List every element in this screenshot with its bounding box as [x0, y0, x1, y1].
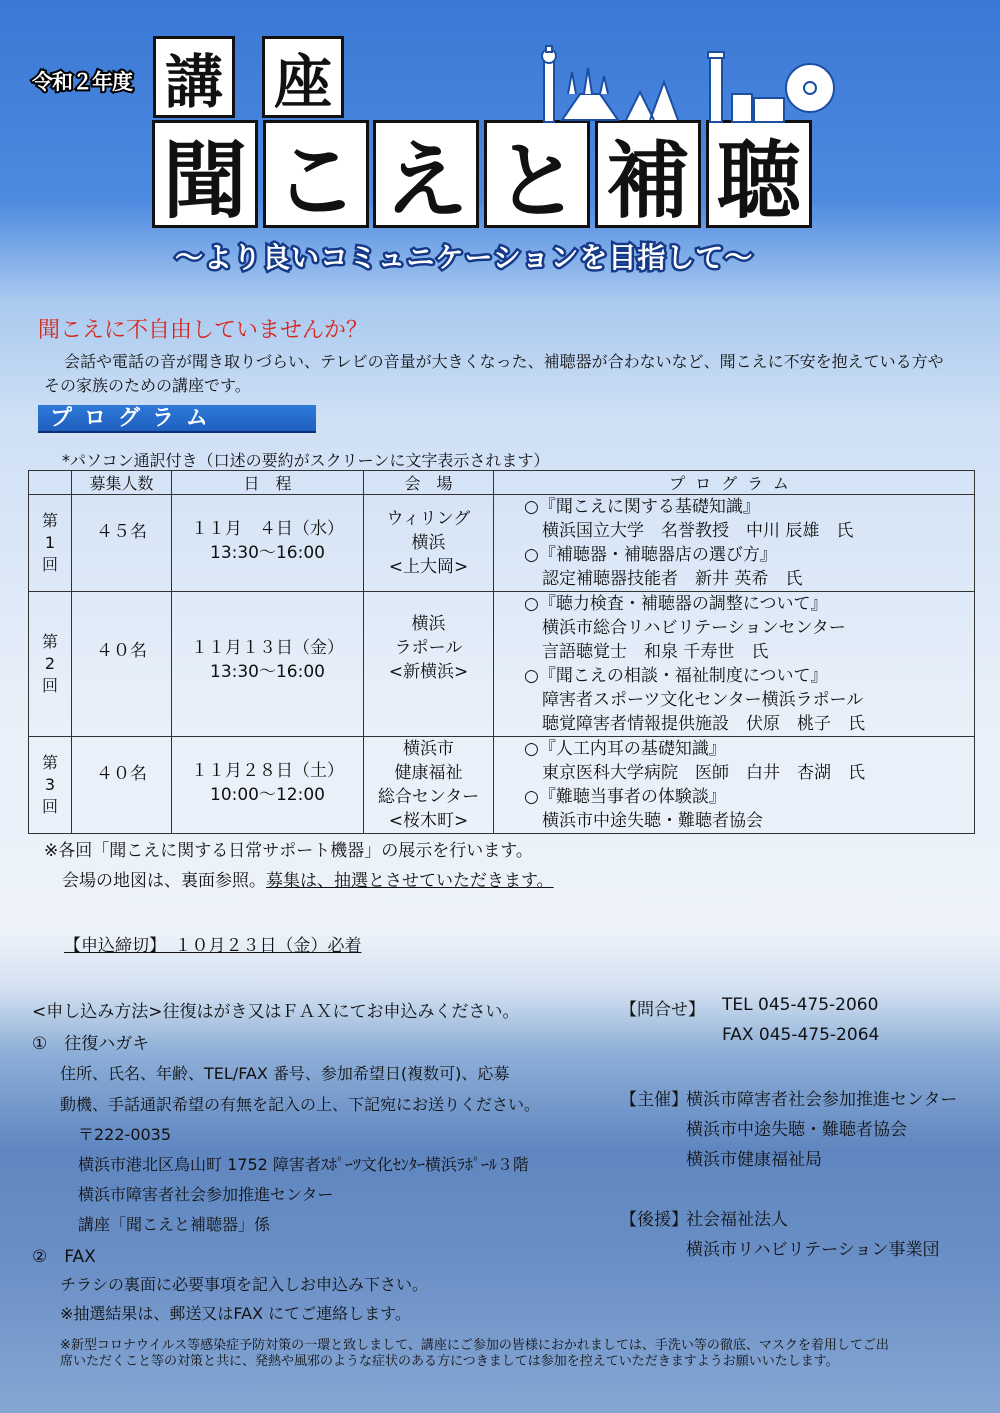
schedule-table: [28, 470, 975, 834]
venue: 横浜市 健康福祉 総合センター <桜木町>: [364, 737, 494, 834]
title-char: 座: [262, 36, 344, 118]
capacity: ４０名: [72, 737, 172, 834]
postcard-line: 住所、氏名、年齢、TEL/FAX 番号、参加希望日(複数可)、応募: [60, 1064, 510, 1083]
fax-line: ※抽選結果は、郵送又はFAX にてご連絡します。: [60, 1304, 411, 1323]
contact-tel: TEL 045-475-2060: [722, 995, 879, 1015]
postcard-line: 動機、手話通訳希望の有無を記入の上、下記宛にお送りください。: [60, 1095, 541, 1114]
title-spacer: [817, 120, 847, 228]
lottery-note: 募集は、抽選とさせていただきます。: [266, 871, 554, 891]
title-char: 補: [595, 120, 701, 228]
title-char: と: [484, 120, 590, 228]
header-no: [29, 471, 72, 495]
header-capacity: 募集人数: [72, 471, 172, 495]
intro-text: 会話や電話の音が聞き取りづらい、テレビの音量が大きくなった、補聴器が合わないなど、聞こえに不安を抱えている方やその家族のための講座です。: [44, 352, 944, 395]
header-venue: 会 場: [364, 471, 494, 495]
intro-heading: 聞こえに不自由していませんか？: [38, 318, 369, 343]
capacity: ４０名: [72, 592, 172, 737]
supporter: 横浜市リハビリテーション事業団: [686, 1240, 940, 1260]
program-list: ○『人工内耳の基礎知識』 東京医科大学病院 医師 白井 杏湖 氏 ○『難聴当事者の体験談』 横浜市中途失聴・難聴者協会: [494, 737, 975, 834]
title-char: こ: [263, 120, 369, 228]
postcard-title: ① 往復ハガキ: [32, 1034, 150, 1054]
venue: 横浜 ラポール <新横浜>: [364, 592, 494, 737]
session-number: 第 2 回: [29, 592, 72, 737]
map-note-text: 会場の地図は、裏面参照。: [62, 871, 266, 891]
table-note: *パソコン通訳付き（口述の要約がスクリーンに文字表示されます）: [62, 451, 550, 470]
exhibit-note: ※各回「聞こえに関する日常サポート機器」の展示を行います。: [44, 841, 533, 861]
header-program: プログラム: [494, 471, 975, 495]
title-char: え: [373, 120, 479, 228]
fax-line: チラシの裏面に必要事項を記入しお申込み下さい。: [60, 1275, 429, 1294]
table-header-row: [29, 471, 975, 495]
apply-method-heading: <申し込み方法>往復はがき又はＦＡＸにてお申込みください。: [32, 1002, 520, 1022]
title-char: 聴: [706, 120, 812, 228]
address-line: 講座「聞こえと補聴器」係: [78, 1215, 271, 1234]
organizer: 横浜市中途失聴・難聴者協会: [686, 1120, 907, 1140]
covid-notice: ※新型コロナウイルス等感染症予防対策の一環と致しまして、講座にご参加の皆様におかれましては、手洗い等の徹底、マスクを着用してご出席いただくこと等の対策と共に、発熱や風邪のような症状のある方につきましては参加を控えていただきますようお願いいたします。: [60, 1338, 889, 1369]
fiscal-year: 令和２年度: [32, 70, 132, 94]
organizer: 横浜市障害者社会参加推進センター: [686, 1090, 958, 1110]
title-char: 聞: [152, 120, 258, 228]
address-line: 横浜市障害者社会参加推進センター: [78, 1185, 334, 1204]
yokohama-skyline-icon: [540, 42, 840, 128]
header-date: 日 程: [172, 471, 364, 495]
contact-fax: FAX 045-475-2064: [722, 1025, 880, 1045]
map-note: [62, 866, 554, 891]
table-row: [29, 592, 975, 737]
supporter-label: 【後援】: [620, 1210, 688, 1230]
table-row: [29, 737, 975, 834]
deadline: 【申込締切】 １０月２３日（金）必着: [64, 936, 362, 956]
session-number: 第 1 回: [29, 495, 72, 592]
organizer: 横浜市健康福祉局: [686, 1150, 822, 1170]
supporter: 社会福祉法人: [686, 1210, 788, 1230]
postal-code: 〒222-0035: [78, 1125, 172, 1144]
organizer-label: 【主催】: [620, 1090, 688, 1110]
program-banner: プログラム: [38, 405, 316, 433]
title-char: 講: [153, 36, 235, 118]
contact-label: 【問合せ】: [620, 1000, 705, 1020]
date: １１月２８日（土） 10:00～12:00: [172, 737, 364, 834]
fax-title: ② FAX: [32, 1247, 96, 1267]
date: １１月１３日（金） 13:30～16:00: [172, 592, 364, 737]
program-list: ○『聞こえに関する基礎知識』 横浜国立大学 名誉教授 中川 辰雄 氏 ○『補聴器・補聴器店の選び方』 認定補聴器技能者 新井 英希 氏: [494, 495, 975, 592]
program-list: ○『聴力検査・補聴器の調整について』 横浜市総合リハビリテーションセンター 言語聴覚士 和泉 千寿世 氏 ○『聞こえの相談・福祉制度について』 障害者スポーツ文化センター横浜ラポール 聴覚障害者情報提供施設 伏原 桃子 氏: [494, 592, 975, 737]
table-row: [29, 495, 975, 592]
date: １１月 ４日（水） 13:30～16:00: [172, 495, 364, 592]
venue: ウィリング 横浜 <上大岡>: [364, 495, 494, 592]
address-line: 横浜市港北区鳥山町 1752 障害者ｽﾎﾟｰﾂ文化ｾﾝﾀｰ横浜ﾗﾎﾟｰﾙ３階: [78, 1155, 529, 1174]
session-number: 第 3 回: [29, 737, 72, 834]
capacity: ４５名: [72, 495, 172, 592]
subtitle: ～より良いコミュニケーションを目指して～: [175, 241, 754, 274]
